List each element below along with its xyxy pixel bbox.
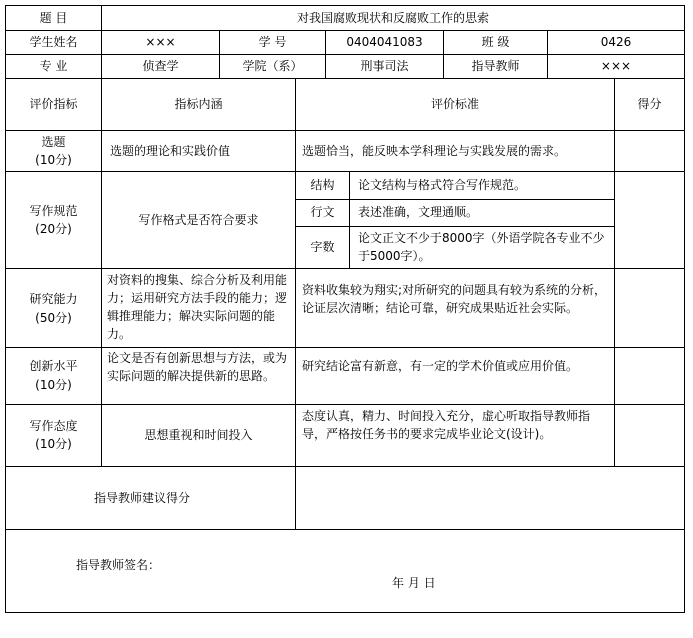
college-value: 刑事司法 <box>360 59 409 73</box>
row-innovation-points: (10分) <box>35 378 72 392</box>
rule <box>6 130 684 131</box>
rule <box>6 466 684 467</box>
row-research-content: 对资料的搜集、综合分析及利用能力；运用研究方法手段的能力；逻辑推理能力；解决实际问题的能力。 <box>107 273 288 341</box>
column-content: 指标内涵 <box>174 97 223 111</box>
rule <box>295 226 614 227</box>
row-attitude-points: (10分) <box>35 437 72 451</box>
row-attitude-name: 写作态度 <box>29 419 78 433</box>
class-value: 0426 <box>600 35 632 49</box>
student-id-value: 0404041083 <box>346 35 423 49</box>
row-norms-name: 写作规范 <box>29 204 78 218</box>
advisor-value: ××× <box>600 59 632 73</box>
rule <box>6 404 684 405</box>
student-id-label: 学 号 <box>258 35 287 49</box>
row-attitude-standard: 态度认真，精力、时间投入充分，虚心听取指导教师指导，严格按任务书的要求完成毕业论文(设计)。 <box>302 409 591 441</box>
student-name-value: ××× <box>145 35 176 49</box>
subitem-writing-label: 行文 <box>310 205 335 219</box>
subitem-wordcount-text: 论文正文不少于8000字（外语学院各专业不少于5000字）。 <box>358 231 605 263</box>
subitem-structure-label: 结构 <box>310 178 335 192</box>
signature-label: 指导教师签名： <box>76 558 161 572</box>
evaluation-form <box>5 5 685 613</box>
major-label: 专 业 <box>39 59 68 73</box>
rule <box>295 78 296 529</box>
topic-value: 对我国腐败现状和反腐败工作的思索 <box>296 11 489 25</box>
rule <box>6 529 684 530</box>
row-norms-content: 写作格式是否符合要求 <box>138 213 259 227</box>
suggested-score-label: 指导教师建议得分 <box>94 491 191 505</box>
subitem-structure-text: 论文结构与格式符合写作规范。 <box>358 178 527 192</box>
row-attitude-content: 思想重视和时间投入 <box>144 428 253 442</box>
topic-label: 题 目 <box>39 11 68 25</box>
college-label: 学院（系） <box>242 59 303 73</box>
row-topic-name: 选题 <box>41 135 66 149</box>
row-innovation-content: 论文是否有创新思想与方法，或为实际问题的解决提供新的思路。 <box>107 351 288 383</box>
rule <box>6 30 684 31</box>
class-label: 班 级 <box>481 35 510 49</box>
rule <box>6 54 684 55</box>
student-name-label: 学生姓名 <box>29 35 78 49</box>
rule <box>101 78 102 466</box>
column-indicator: 评价指标 <box>29 97 78 111</box>
rule <box>614 78 615 466</box>
subitem-wordcount-label: 字数 <box>310 240 335 254</box>
column-score: 得分 <box>637 97 662 111</box>
advisor-label: 指导教师 <box>471 59 520 73</box>
rule <box>6 268 684 269</box>
row-research-points: (50分) <box>35 311 72 325</box>
rule <box>6 171 684 172</box>
row-norms-points: (20分) <box>35 222 72 236</box>
row-topic-content: 选题的理论和实践价值 <box>110 144 231 158</box>
subitem-writing-text: 表述准确，文理通顺。 <box>358 205 479 219</box>
rule <box>6 78 684 79</box>
major-value: 侦查学 <box>142 59 179 73</box>
column-standard: 评价标准 <box>430 97 479 111</box>
rule <box>349 171 350 268</box>
row-innovation-standard: 研究结论富有新意，有一定的学术价值或应用价值。 <box>302 359 579 373</box>
row-topic-standard: 选题恰当，能反映本学科理论与实践发展的需求。 <box>302 144 567 158</box>
row-research-name: 研究能力 <box>29 292 78 306</box>
rule <box>6 347 684 348</box>
row-topic-points: (10分) <box>35 153 72 167</box>
row-research-standard: 资料收集较为翔实;对所研究的问题具有较为系统的分析，论证层次清晰；结论可靠，研究成果贴近社会实际。 <box>302 283 607 315</box>
row-innovation-name: 创新水平 <box>29 359 78 373</box>
date-label: 年 月 日 <box>392 576 436 590</box>
rule <box>295 199 614 200</box>
